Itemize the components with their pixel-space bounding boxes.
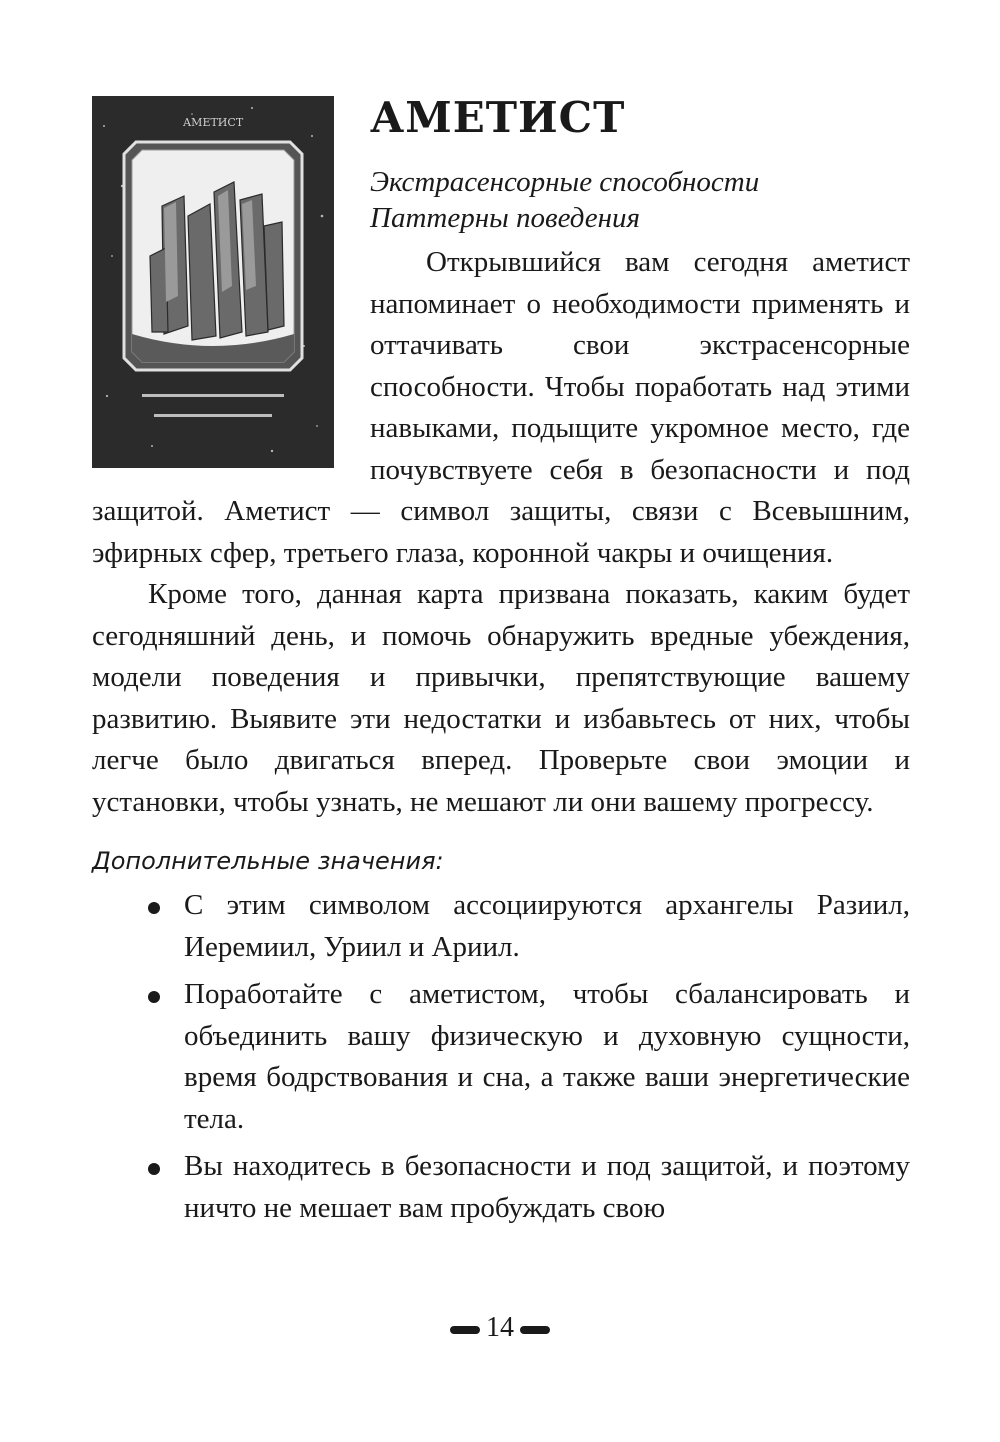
page-number-text: 14 <box>486 1312 514 1343</box>
page-number <box>0 1308 1000 1348</box>
paragraph-2: Кроме того, данная карта призвана показать, каким будет сегодняшний день, и помочь обнаружить вредные убеждения, модели поведения и привычки, препятствующие вашему развитию. Выявите эти недостатки и избавьтесь от них, чтобы легче было двигаться вперед. Проверьте свои эмоции и установки, чтобы узнать, не мешают ли они вашему прогрессу. <box>92 578 910 818</box>
right-ornament-icon <box>520 1326 550 1334</box>
card-header-text: АМЕТИСТ <box>182 116 244 129</box>
list-item <box>92 1146 910 1229</box>
page-title: АМЕТИСТ <box>370 93 626 142</box>
bullet-icon <box>148 991 160 1003</box>
subtitle-2: Паттерны поведения <box>370 202 640 234</box>
list-item-text: С этим символом ассоциируются архангелы Разиил, Иеремиил, Уриил и Ариил. <box>184 889 910 963</box>
list-item <box>92 885 910 968</box>
extra-meanings-heading: Дополнительные значения: <box>92 847 444 875</box>
extra-meanings-list <box>92 885 910 1229</box>
subtitle-1: Экстрасенсорные способности <box>370 166 760 198</box>
list-item <box>92 974 910 1140</box>
left-ornament-icon <box>450 1326 480 1334</box>
amethyst-card-image <box>92 96 334 468</box>
paragraph-1: Открывшийся вам сегодня аметист напоминает о необходимости применять и оттачивать свои экстрасенсорные способности. Чтобы поработать над этими навыками, подыщите укромное место, где почувствуете себя в безопасности и под защитой. Аметист — символ защиты, связи с Всевышним, эфирных сфер, третьего глаза, коронной чакры и очищения. <box>92 246 910 569</box>
bullet-icon <box>148 902 160 914</box>
page-content <box>92 88 910 1235</box>
list-item-text: Поработайте с аметистом, чтобы сбалансировать и объединить вашу физическую и духовную сущности, время бодрствования и сна, а также ваши энергетические тела. <box>184 978 910 1135</box>
list-item-text: Вы находитесь в безопасности и под защитой, и поэтому ничто не мешает вам пробуждать свою <box>184 1150 910 1224</box>
bullet-icon <box>148 1163 160 1175</box>
